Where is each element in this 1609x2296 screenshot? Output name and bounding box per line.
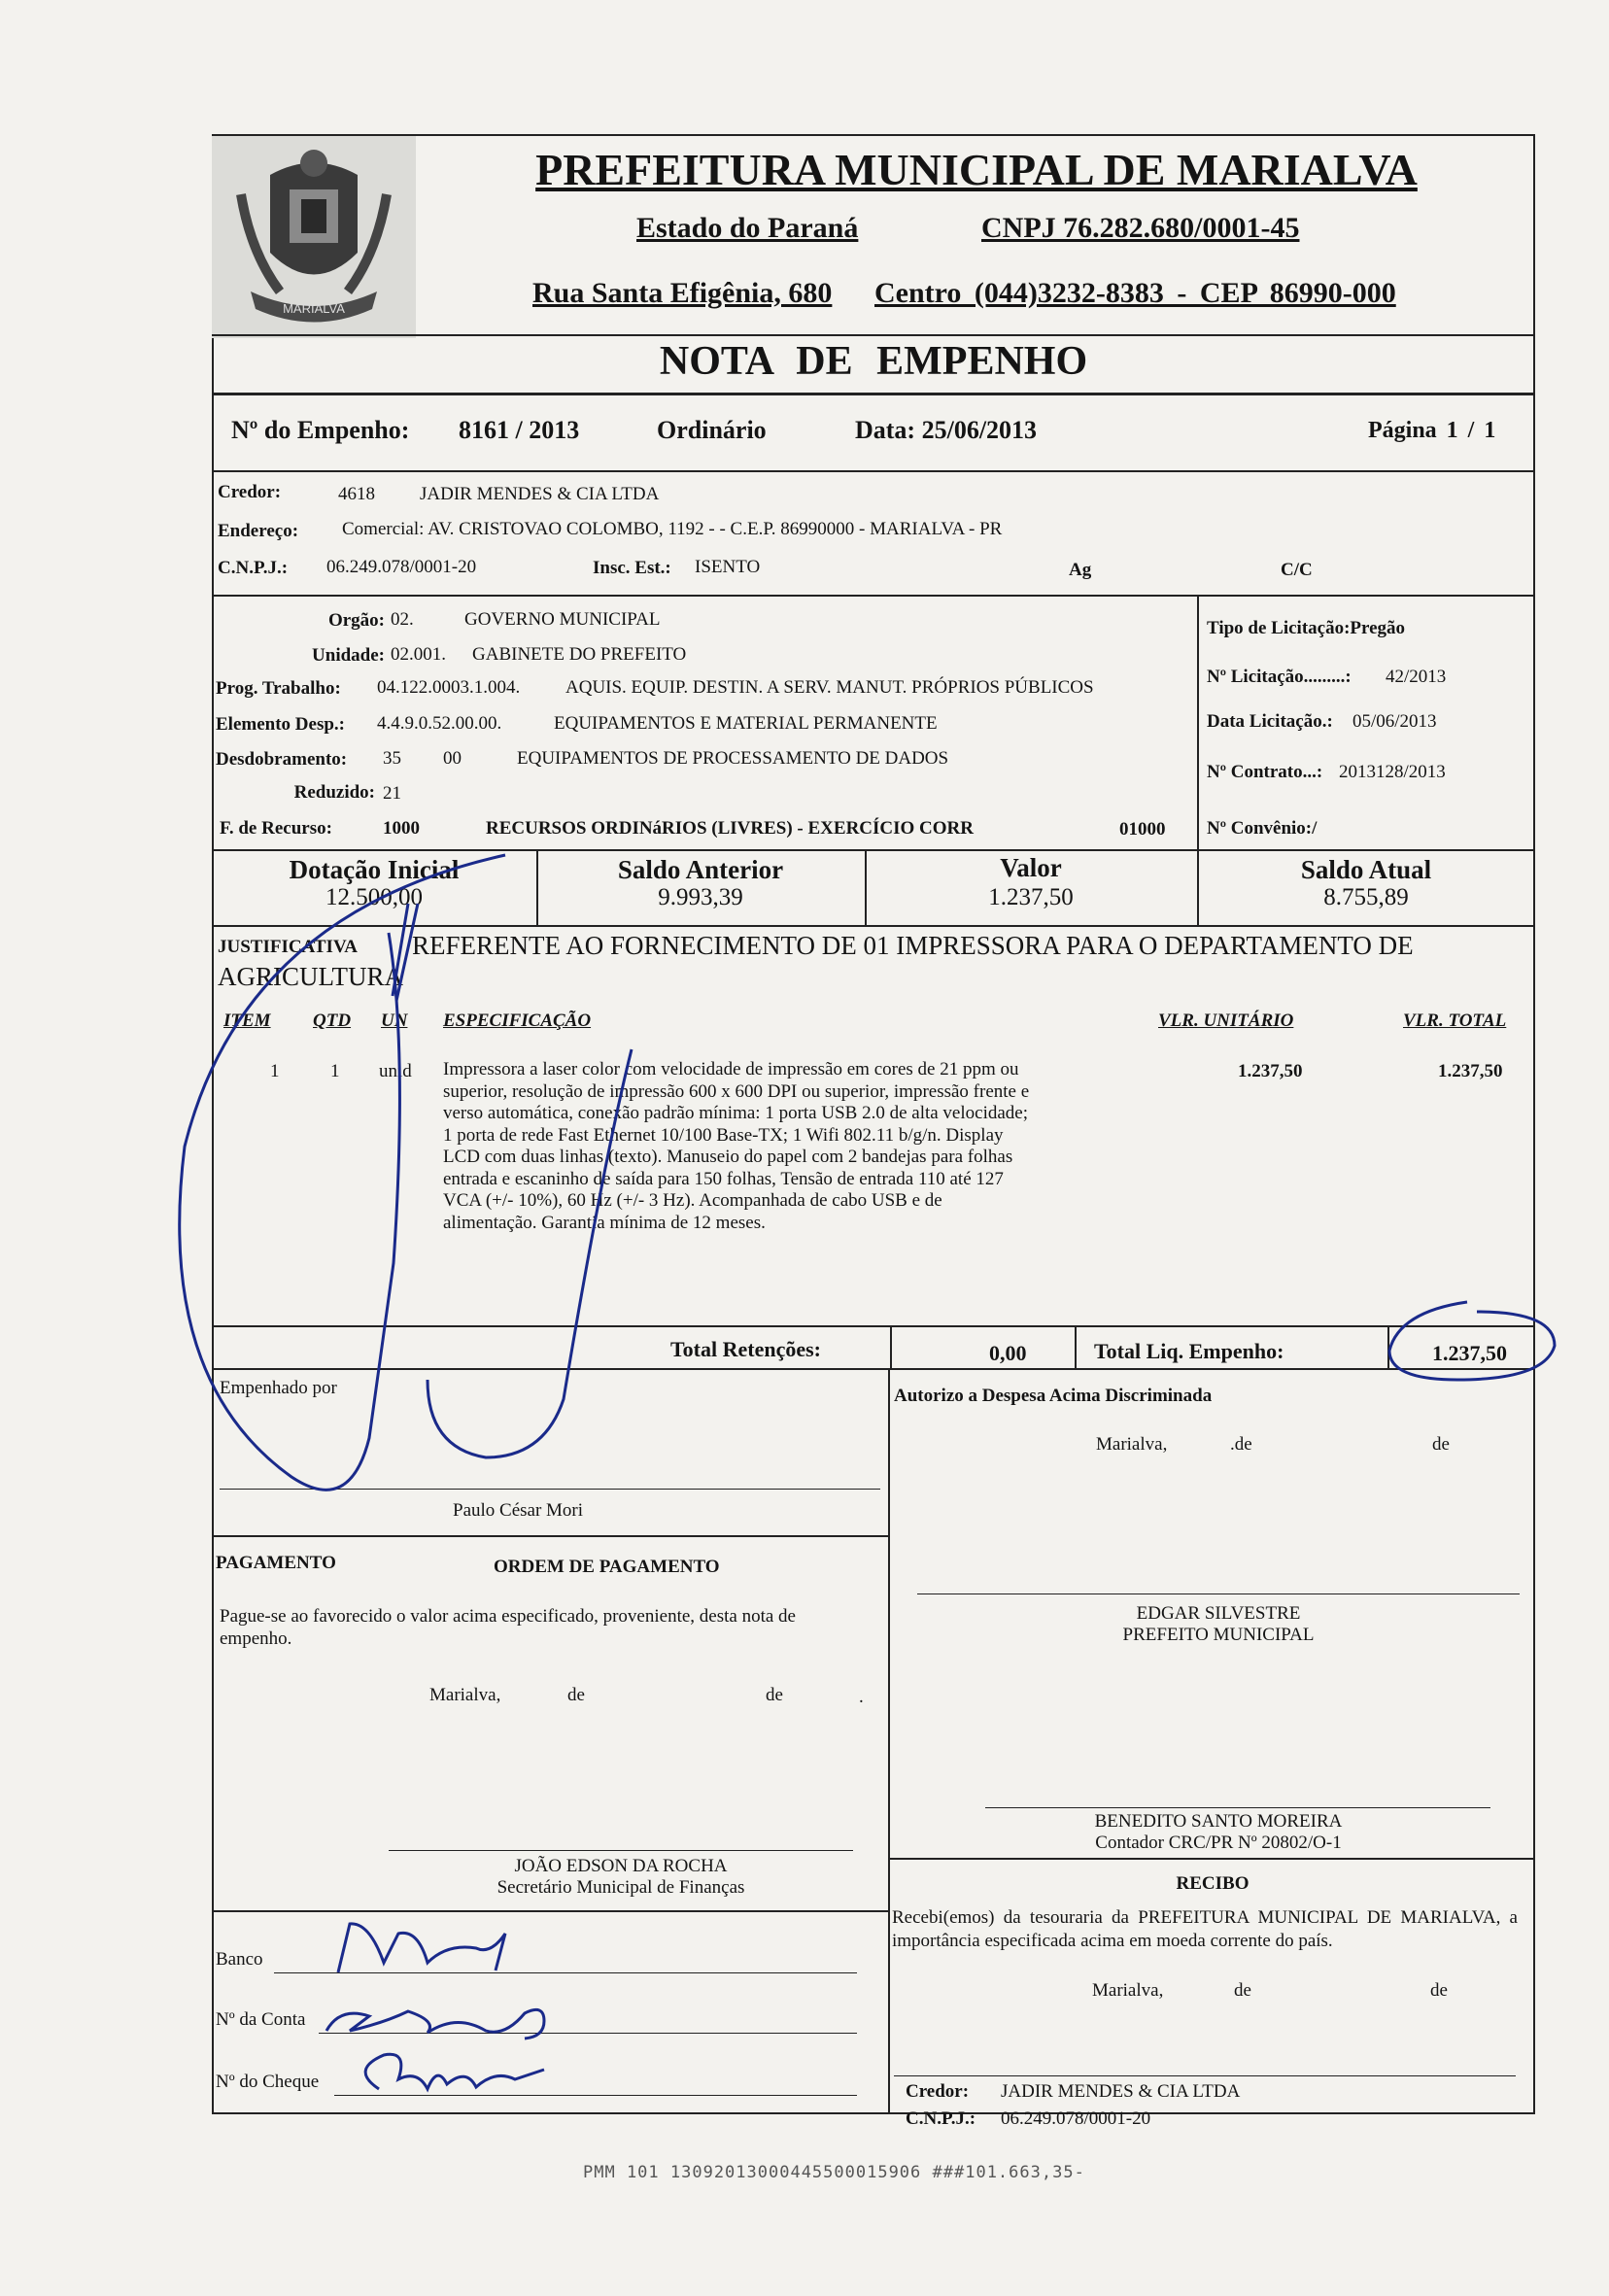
reduzido-label: Reduzido: [293, 782, 375, 803]
seal-text: MARIALVA [283, 301, 345, 316]
justificativa-label: JUSTIFICATIVA [218, 937, 358, 957]
row-vlr-total: 1.237,50 [1438, 1061, 1503, 1081]
cnpj-value: 06.249.078/0001-20 [326, 557, 477, 577]
espec-line: alimentação. Garantia mínima de 12 meses. [443, 1212, 766, 1233]
contador-name: BENEDITO SANTO MOREIRA [1094, 1811, 1343, 1832]
empenho-date: Data: 25/06/2013 [855, 416, 1038, 444]
secretario-title: Secretário Municipal de Finanças [496, 1877, 745, 1898]
espec-line: 1 porta de rede Fast Ethernet 10/100 Base-TX; 1 Wifi 802.11 b/g/n. Display [443, 1124, 1004, 1146]
col-un: UN [381, 1011, 408, 1031]
empenho-label: Nº do Empenho: [231, 416, 410, 444]
autorizo-de2: de [1432, 1434, 1450, 1455]
valor-value: 1.237,50 [988, 884, 1074, 910]
saldo-atual-value: 8.755,89 [1323, 884, 1409, 910]
espec-line: VCA (+/- 10%), 60 Hz (+/- 3 Hz). Acompanhada de cabo USB e de [443, 1190, 942, 1211]
saldo-anterior-value: 9.993,39 [658, 884, 743, 910]
reduzido-value: 21 [383, 783, 401, 804]
espec-line: verso automática, conexão padrão mínima: 1 porta USB 2.0 de alta velocidade; [443, 1103, 1028, 1123]
recibo-label: RECIBO [1176, 1873, 1250, 1894]
endereco-value: Comercial: AV. CRISTOVAO COLOMBO, 1192 - - C.E.P. 86990000 - MARIALVA - PR [342, 519, 1003, 539]
empenhado-label: Empenhado por [220, 1378, 337, 1398]
ag-label: Ag [1069, 560, 1092, 580]
row-vlr-unitario: 1.237,50 [1238, 1061, 1303, 1081]
convenio: Nº Convênio:/ [1207, 818, 1318, 839]
doc-title: NOTA DE EMPENHO [659, 339, 1088, 384]
justificativa-line2: AGRICULTURA [218, 962, 404, 991]
saldo-anterior-label: Saldo Anterior [617, 855, 784, 884]
recibo-text: Recebi(emos) da tesouraria da PREFEITURA MUNICIPAL DE MARIALVA, a importância especificada acima em moeda corrente do país. [892, 1907, 1518, 1951]
empenho-number: 8161 / 2013 [459, 416, 580, 444]
pagamento-de2: de [766, 1685, 783, 1705]
prog-code: 04.122.0003.1.004. [377, 677, 521, 698]
contact-header: Centro (044)3232-8383 - CEP 86990-000 [874, 277, 1396, 309]
credor-label: Credor: [218, 482, 282, 502]
address-header: Rua Santa Efigênia, 680 [532, 277, 833, 309]
orgao-code: 02. [391, 609, 414, 630]
city-hall-title: PREFEITURA MUNICIPAL DE MARIALVA [535, 145, 1418, 194]
recibo-de1: de [1234, 1980, 1251, 2001]
recibo-de2: de [1430, 1980, 1448, 2001]
credor-name: JADIR MENDES & CIA LTDA [420, 484, 660, 504]
col-item: ITEM [223, 1011, 271, 1031]
espec-line: LCD com duas linhas (texto). Manuseio do papel com 2 bandejas para folhas [443, 1147, 1013, 1167]
cnpj-label: C.N.P.J.: [218, 558, 289, 578]
desdobramento-name: EQUIPAMENTOS DE PROCESSAMENTO DE DADOS [517, 748, 949, 769]
justificativa-line1: REFERENTE AO FORNECIMENTO DE 01 IMPRESSORA PARA O DEPARTAMENTO DE [412, 931, 1414, 960]
valor-label: Valor [1000, 853, 1062, 882]
licitacao-number: 42/2013 [1386, 667, 1447, 687]
recurso-label: F. de Recurso: [220, 818, 332, 839]
mayor-name: EDGAR SILVESTRE [1136, 1603, 1301, 1624]
recurso-code: 1000 [383, 818, 420, 839]
state-name: Estado do Paraná [636, 212, 859, 244]
elemento-code: 4.4.9.0.52.00.00. [377, 713, 502, 734]
pagamento-city: Marialva, [429, 1685, 501, 1705]
cnpj-header: CNPJ 76.282.680/0001-45 [981, 212, 1300, 244]
prog-label: Prog. Trabalho: [216, 678, 341, 699]
empenhado-name: Paulo César Mori [453, 1500, 584, 1521]
desdobramento-sub: 00 [443, 748, 462, 769]
col-especificacao: ESPECIFICAÇÃO [443, 1011, 592, 1031]
recurso-name: RECURSOS ORDINáRIOS (LIVRES) - EXERCÍCIO CORR [486, 818, 974, 839]
page-number: Página 1 / 1 [1368, 418, 1496, 443]
endereco-label: Endereço: [218, 521, 299, 541]
total-retencoes-value: 0,00 [989, 1341, 1027, 1365]
pagamento-dot: . [859, 1687, 864, 1707]
cc-label: C/C [1281, 560, 1313, 580]
autorizo-city: Marialva, [1096, 1434, 1168, 1455]
recibo-city: Marialva, [1092, 1980, 1164, 2001]
elemento-name: EQUIPAMENTOS E MATERIAL PERMANENTE [554, 713, 938, 734]
footer-stamp: PMM 101 13092013000445500015906 ###101.663,35- [583, 2163, 1085, 2182]
row-un: unid [379, 1061, 412, 1081]
orgao-label: Orgão: [327, 610, 385, 631]
licitacao-date: 05/06/2013 [1352, 711, 1437, 732]
conta-label: Nº da Conta [216, 2009, 306, 2030]
recibo-cnpj-value: 06.249.078/0001-20 [1001, 2108, 1151, 2129]
dotacao-value: 12.500,00 [325, 884, 423, 910]
espec-line: Impressora a laser color com velocidade de impressão em cores de 21 ppm ou [443, 1059, 1019, 1079]
total-liquido-value: 1.237,50 [1432, 1341, 1507, 1365]
licitacao-date-label: Data Licitação.: [1207, 711, 1333, 732]
total-retencoes-label: Total Retenções: [670, 1337, 821, 1361]
autorizo-de1: .de [1230, 1434, 1252, 1455]
recurso-ref: 01000 [1119, 819, 1166, 840]
saldo-atual-label: Saldo Atual [1300, 855, 1432, 884]
recibo-credor-name: JADIR MENDES & CIA LTDA [1001, 2081, 1241, 2102]
prog-name: AQUIS. EQUIP. DESTIN. A SERV. MANUT. PRÓPRIOS PÚBLICOS [565, 677, 1094, 698]
autorizo-label: Autorizo a Despesa Acima Discriminada [894, 1386, 1213, 1406]
contador-title: Contador CRC/PR Nº 20802/O-1 [1095, 1833, 1342, 1853]
empenho-type: Ordinário [657, 416, 767, 444]
desdobramento-label: Desdobramento: [216, 749, 348, 770]
col-vlr-total: VLR. TOTAL [1403, 1011, 1507, 1031]
insc-label: Insc. Est.: [593, 558, 671, 578]
unidade-name: GABINETE DO PREFEITO [472, 644, 687, 665]
col-vlr-unitario: VLR. UNITÁRIO [1158, 1011, 1294, 1031]
desdobramento-code: 35 [383, 748, 401, 769]
total-liquido-label: Total Liq. Empenho: [1094, 1339, 1284, 1363]
orgao-name: GOVERNO MUNICIPAL [464, 609, 661, 630]
unidade-code: 02.001. [391, 644, 446, 665]
espec-line: entrada e escaninho de saída para 150 folhas, Tensão de entrada 110 até 127 [443, 1168, 1004, 1189]
row-item: 1 [270, 1061, 280, 1081]
contrato-label: Nº Contrato...: [1207, 762, 1323, 782]
contrato-value: 2013128/2013 [1339, 762, 1446, 782]
mayor-title: PREFEITO MUNICIPAL [1122, 1625, 1315, 1645]
insc-value: ISENTO [695, 557, 761, 577]
coat-of-arms-icon [212, 136, 416, 338]
elemento-label: Elemento Desp.: [216, 714, 345, 735]
unidade-label: Unidade: [312, 645, 385, 666]
credor-code: 4618 [338, 484, 375, 504]
row-especificacao [443, 1059, 1137, 1234]
cheque-label: Nº do Cheque [216, 2072, 320, 2092]
col-qtd: QTD [313, 1011, 352, 1031]
recibo-credor-label: Credor: [906, 2081, 970, 2102]
pagamento-text: Pague-se ao favorecido o valor acima especificado, proveniente, desta nota de empenho. [220, 1606, 796, 1649]
recibo-cnpj-label: C.N.P.J.: [906, 2108, 976, 2129]
pagamento-label: PAGAMENTO [216, 1553, 336, 1573]
banco-label: Banco [216, 1949, 263, 1970]
row-qtd: 1 [330, 1061, 340, 1081]
tipo-licitacao: Tipo de Licitação:Pregão [1207, 618, 1406, 638]
pagamento-de1: de [567, 1685, 585, 1705]
ordem-pagamento-label: ORDEM DE PAGAMENTO [494, 1557, 720, 1577]
dotacao-label: Dotação Inicial [289, 855, 460, 884]
licitacao-number-label: Nº Licitação.........: [1207, 667, 1352, 687]
secretario-name: JOÃO EDSON DA ROCHA [514, 1856, 728, 1876]
espec-line: superior, resolução de impressão 600 x 600 DPI ou superior, impressão frente e [443, 1080, 1030, 1102]
